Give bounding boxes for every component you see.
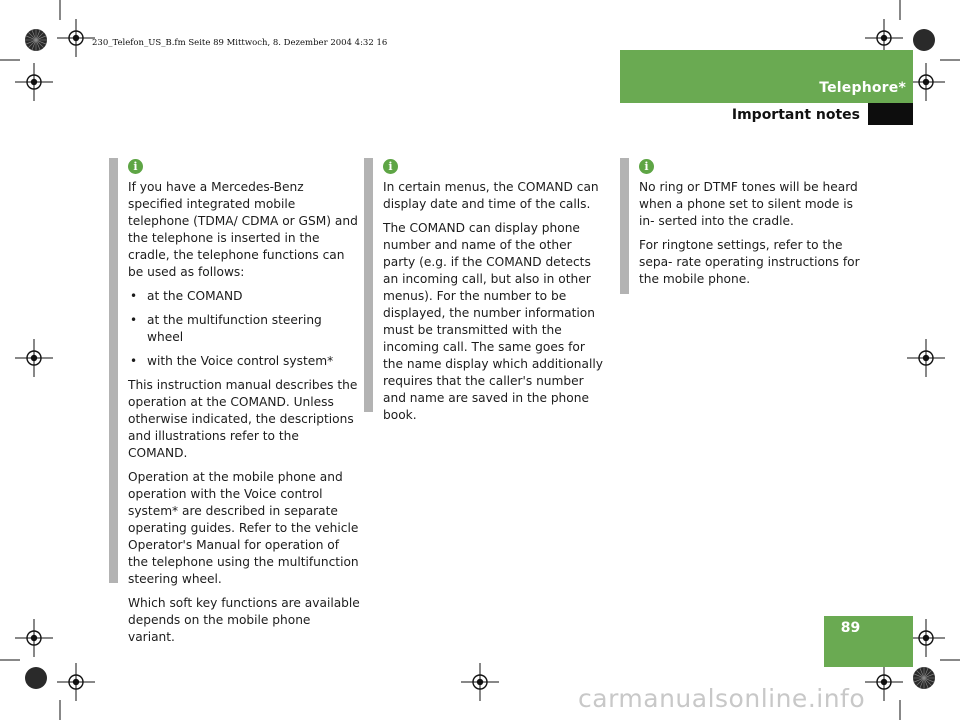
- col3-paragraph-2: For ringtone settings, refer to the sepa- rate operating instructions for the mobile phone.: [639, 238, 860, 286]
- col1-intro: If you have a Mercedes-Benz specified integrated mobile telephone (TDMA/ CDMA or GSM) and the telephone is inserted in the cradle, the telephone functions can be used as follows:: [128, 180, 358, 279]
- header-tab-marker: [868, 103, 913, 125]
- col1-paragraph-3: Operation at the mobile phone and operation with the Voice control system* are described in separate operating guides. Refer to the vehicle Operator's Manual for operation of the telephone using the multifunction steering wheel.: [128, 470, 359, 586]
- info-bar: [109, 158, 118, 583]
- list-item-text: with the Voice control system*: [147, 354, 334, 368]
- list-item-text: at the COMAND: [147, 289, 243, 303]
- section-subtitle: Important notes: [731, 107, 860, 123]
- info-bar: [620, 158, 629, 294]
- print-info-line: 230_Telefon_US_B.fm Seite 89 Mittwoch, 8. Dezember 2004 4:32 16: [92, 38, 388, 48]
- watermark: carmanualsonline.info: [578, 684, 866, 713]
- col1-paragraph-4: Which soft key functions are available depends on the mobile phone variant.: [128, 596, 360, 644]
- page-number: 89: [840, 620, 861, 636]
- col1-paragraph-2: This instruction manual describes the operation at the COMAND. Unless otherwise indicated, the descriptions and illustrations refer to the COMAND.: [128, 378, 358, 460]
- list-item-text: at the multifunction steering wheel: [147, 313, 322, 344]
- usage-list: [128, 288, 360, 370]
- info-icon: i: [128, 159, 143, 174]
- col2-paragraph-1: In certain menus, the COMAND can display date and time of the calls.: [383, 180, 599, 211]
- col2-paragraph-2: The COMAND can display phone number and name of the other party (e.g. if the COMAND detects an incoming call, but also in other menus). For the number to be displayed, the number information must be transmitted with the incoming call. The same goes for the name display which additionally requires that the caller's number and name are saved in the phone book.: [383, 221, 603, 422]
- list-item: • at the multifunction steering wheel: [130, 313, 322, 344]
- col3-paragraph-1: No ring or DTMF tones will be heard when a phone set to silent mode is in- serted into the cradle.: [639, 180, 858, 228]
- info-icon: i: [639, 159, 654, 174]
- info-bar: [364, 158, 373, 412]
- list-item: • at the COMAND: [130, 289, 243, 303]
- list-item: • with the Voice control system*: [130, 354, 334, 368]
- info-icon: i: [383, 159, 398, 174]
- section-title: Telephore*: [819, 80, 906, 96]
